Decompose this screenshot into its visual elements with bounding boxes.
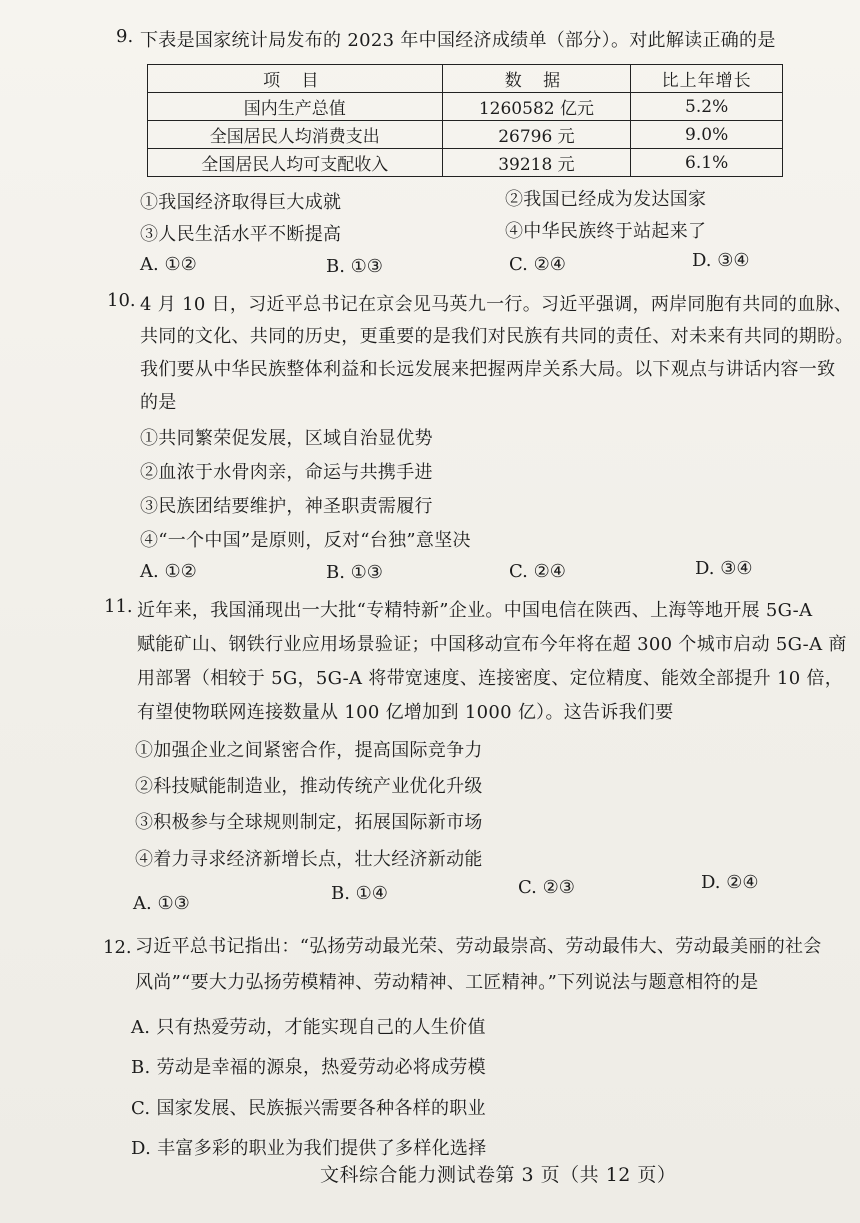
option-d[interactable]: D. ③④ [695,558,753,579]
statement-3: ③民族团结要维护，神圣职责需履行 [140,496,433,517]
question-stem-line: 有望使物联网连接数量从 100 亿增加到 1000 亿）。这告诉我们要 [137,702,674,723]
option-d[interactable]: D. 丰富多彩的职业为我们提供了多样化选择 [131,1138,487,1159]
statistics-table [147,64,783,177]
statement-3: ③人民生活水平不断提高 [140,224,342,245]
statement-2: ②科技赋能制造业，推动传统产业优化升级 [135,776,483,797]
statement-4: ④“一个中国”是原则，反对“台独”意坚决 [140,530,471,551]
question-stem-line: 共同的文化、共同的历史，更重要的是我们对民族有共同的责任、对未来有共同的期盼。 [140,326,854,347]
statement-1: ①共同繁荣促发展，区域自治显优势 [140,428,433,449]
column-header-growth: 比上年增长 [631,65,783,93]
table-cell: 39218 元 [442,149,631,177]
option-a[interactable]: A. ①③ [133,893,190,914]
question-stem-line: 赋能矿山、钢铁行业应用场景验证；中国移动宣布今年将在超 300 个城市启动 5G-A 商 [137,634,847,655]
option-a[interactable]: A. ①② [140,254,197,275]
statement-4: ④中华民族终于站起来了 [505,221,707,242]
table-row [148,149,783,177]
question-stem-line: 近年来，我国涌现出一大批“专精特新”企业。中国电信在陕西、上海等地开展 5G-A [137,600,813,621]
table-header-row [148,65,783,93]
table-cell: 全国居民人均可支配收入 [148,149,443,177]
question-number: 10. [107,290,136,311]
option-b[interactable]: B. 劳动是幸福的源泉，热爱劳动必将成劳模 [131,1057,486,1078]
table-cell: 1260582 亿元 [442,93,631,121]
table-row [148,121,783,149]
statement-2: ②血浓于水骨肉亲，命运与共携手进 [140,462,433,483]
option-c[interactable]: C. ②④ [509,254,566,275]
question-number: 9. [116,26,134,47]
table-cell: 5.2% [631,93,783,121]
question-stem-line: 用部署（相较于 5G，5G-A 将带宽速度、连接密度、定位精度、能效全部提升 10 倍， [137,668,844,689]
option-b[interactable]: B. ①④ [331,883,388,904]
statement-3: ③积极参与全球规则制定，拓展国际新市场 [135,812,483,833]
question-stem-line: 风尚”“要大力弘扬劳模精神、劳动精神、工匠精神。”下列说法与题意相符的是 [135,972,759,993]
question-stem: 下表是国家统计局发布的 2023 年中国经济成绩单（部分）。对此解读正确的是 [140,30,776,51]
option-b[interactable]: B. ①③ [326,562,383,583]
question-stem-line: 习近平总书记指出：“弘扬劳动最光荣、劳动最崇高、劳动最伟大、劳动最美丽的社会 [135,936,822,957]
statement-1: ①我国经济取得巨大成就 [140,192,342,213]
table-cell: 6.1% [631,149,783,177]
column-header-data: 数 据 [442,65,631,93]
question-stem-line: 的是 [140,392,177,413]
table-cell: 国内生产总值 [148,93,443,121]
question-stem-line: 4 月 10 日，习近平总书记在京会见马英九一行。习近平强调，两岸同胞有共同的血脉、 [140,294,853,315]
statement-4: ④着力寻求经济新增长点，壮大经济新动能 [135,849,483,870]
question-stem-line: 我们要从中华民族整体利益和长远发展来把握两岸关系大局。以下观点与讲话内容一致 [140,359,836,380]
statement-2: ②我国已经成为发达国家 [505,189,707,210]
table-cell: 9.0% [631,121,783,149]
option-d[interactable]: D. ③④ [692,250,750,271]
option-d[interactable]: D. ②④ [701,872,759,893]
question-number: 11. [104,596,133,617]
column-header-item: 项 目 [148,65,443,93]
option-c[interactable]: C. ②③ [518,877,575,898]
table-row [148,93,783,121]
option-b[interactable]: B. ①③ [326,256,383,277]
table-cell: 26796 元 [442,121,631,149]
option-c[interactable]: C. 国家发展、民族振兴需要各种各样的职业 [131,1098,486,1119]
statement-1: ①加强企业之间紧密合作，提高国际竞争力 [135,740,483,761]
option-a[interactable]: A. 只有热爱劳动，才能实现自己的人生价值 [131,1017,486,1038]
question-number: 12. [103,937,132,958]
page-footer: 文科综合能力测试卷第 3 页（共 12 页） [320,1164,677,1186]
option-c[interactable]: C. ②④ [509,561,566,582]
table-cell: 全国居民人均消费支出 [148,121,443,149]
option-a[interactable]: A. ①② [140,561,197,582]
